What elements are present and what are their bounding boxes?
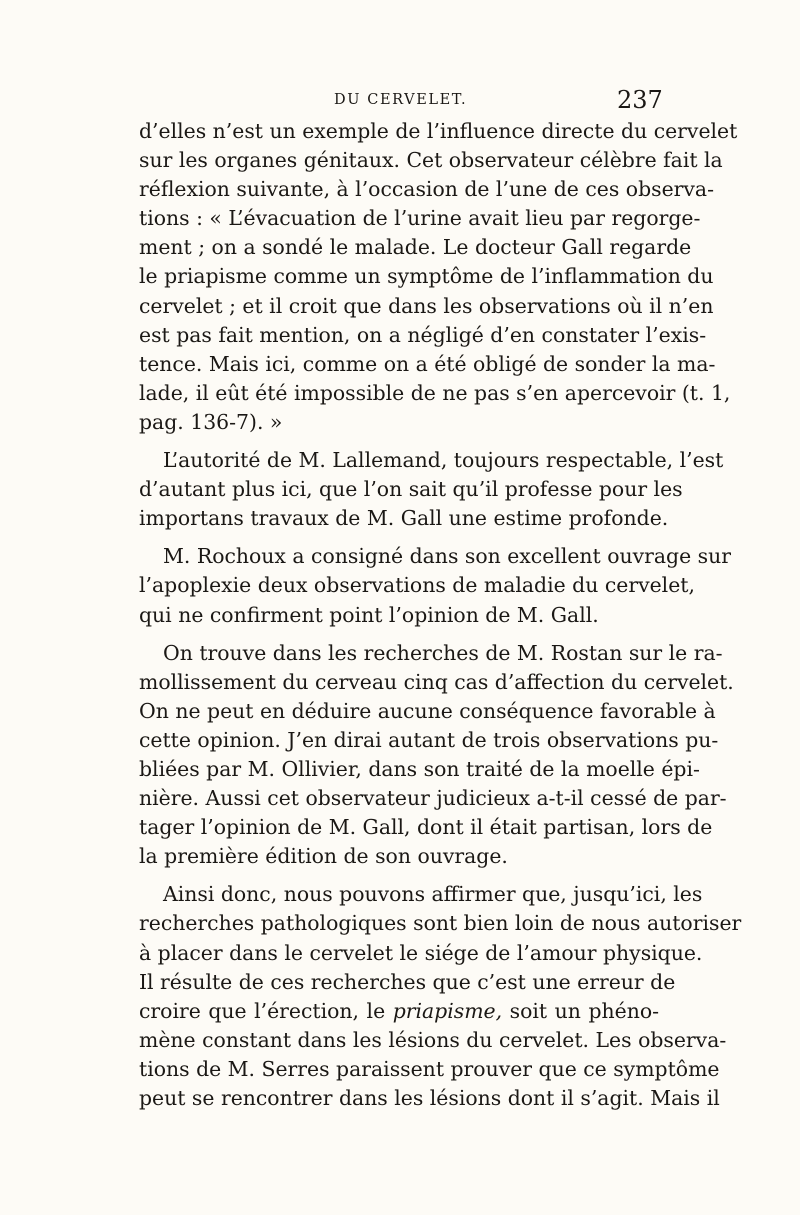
paragraph xyxy=(139,117,738,437)
text-fragment: soit un phéno- xyxy=(502,998,659,1023)
text-line: Il résulte de ces recherches que c’est une erreur de xyxy=(139,969,676,994)
text-line: l’apoplexie deux observations de maladie du cervelet, xyxy=(139,573,695,598)
paragraph xyxy=(139,542,731,629)
text-line: On trouve dans les recherches de M. Rostan sur le ra- xyxy=(163,640,723,665)
text-line: M. Rochoux a consigné dans son excellent ouvrage sur xyxy=(163,544,731,569)
text-line: à placer dans le cervelet le siége de l’amour physique. xyxy=(139,940,703,965)
page-number: 237 xyxy=(617,86,663,114)
text-line: recherches pathologiques sont bien loin de nous autoriser xyxy=(139,911,742,936)
text-line: d’elles n’est un exemple de l’influence directe du cervelet xyxy=(139,119,738,143)
text-line: L’autorité de M. Lallemand, toujours respectable, l’est xyxy=(163,448,724,473)
text-line: Ainsi donc, nous pouvons affirmer que, jusqu’ici, les xyxy=(163,882,703,907)
text-fragment: croire que l’érection, le xyxy=(139,998,393,1023)
text-line: ment ; on a sondé le malade. Le docteur Gall regarde xyxy=(139,235,692,260)
text-line: mène constant dans les lésions du cervelet. Les observa- xyxy=(139,1027,727,1052)
text-line: cervelet ; et il croit que dans les observations où il n’en xyxy=(139,293,714,318)
text-line: cette opinion. J’en dirai autant de trois observations pu- xyxy=(139,727,719,752)
text-line: lade, il eût été impossible de ne pas s’en apercevoir (t. 1, xyxy=(139,380,731,405)
text-line: tions de M. Serres paraissent prouver que ce symptôme xyxy=(139,1056,720,1081)
text-line: peut se rencontrer dans les lésions dont il s’agit. Mais il xyxy=(139,1086,720,1110)
text-line: mollissement du cerveau cinq cas d’affection du cervelet. xyxy=(139,669,734,694)
text-line: tager l’opinion de M. Gall, dont il était partisan, lors de xyxy=(139,815,713,840)
text-line: importans travaux de M. Gall une estime profonde. xyxy=(139,506,669,531)
running-title: DU CERVELET. xyxy=(334,92,468,108)
text-line: tence. Mais ici, comme on a été obligé de sonder la ma- xyxy=(139,351,716,376)
text-line: la première édition de son ouvrage. xyxy=(139,844,508,869)
text-line: d’autant plus ici, que l’on sait qu’il professe pour les xyxy=(139,477,683,502)
text-line: On ne peut en déduire aucune conséquence favorable à xyxy=(139,698,716,723)
text-line: réflexion suivante, à l’occasion de l’une de ces observa- xyxy=(139,177,714,202)
text-line: sur les organes génitaux. Cet observateur célèbre fait la xyxy=(139,148,723,173)
text-line: bliées par M. Ollivier, dans son traité de la moelle épi- xyxy=(139,756,700,781)
paragraph xyxy=(139,880,742,1113)
paragraph xyxy=(139,446,724,533)
text-line: le priapisme comme un symptôme de l’inflammation du xyxy=(139,264,714,289)
running-head xyxy=(0,86,800,116)
text-line: qui ne confirment point l’opinion de M. Gall. xyxy=(139,602,599,627)
paragraph xyxy=(139,639,734,872)
text-line: est pas fait mention, on a négligé d’en constater l’exis- xyxy=(139,322,707,347)
text-line: nière. Aussi cet observateur judicieux a-t-il cessé de par- xyxy=(139,786,727,811)
italic-term: priapisme, xyxy=(392,998,503,1023)
text-line: pag. 136-7). » xyxy=(139,409,283,434)
text-line xyxy=(139,997,659,1026)
body-text xyxy=(139,117,742,1113)
text-line: tions : « L’évacuation de l’urine avait lieu par regorge- xyxy=(139,206,701,231)
